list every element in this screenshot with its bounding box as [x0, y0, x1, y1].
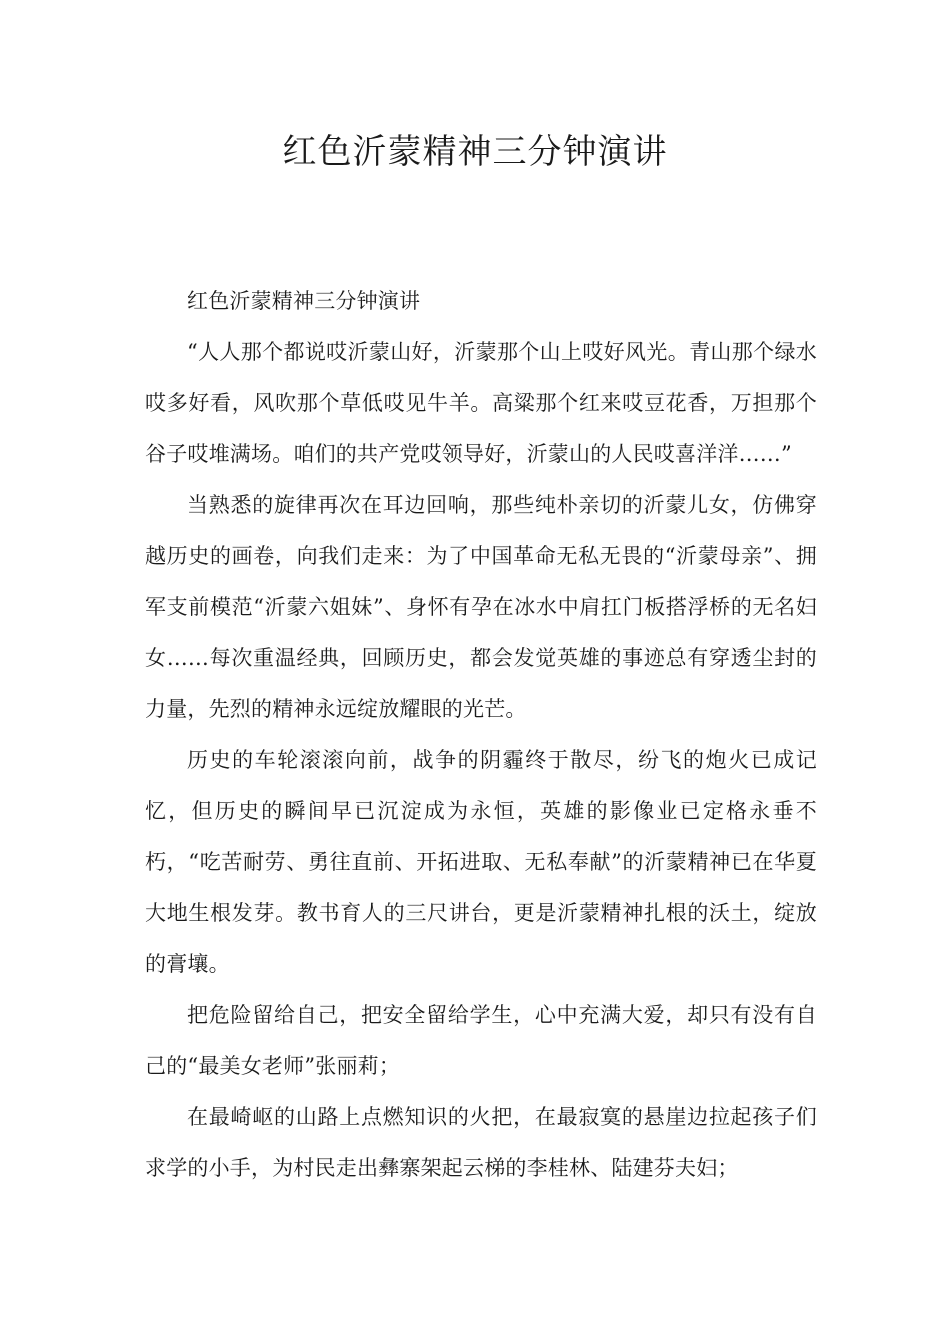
paragraph-history-wheel: 历史的车轮滚滚向前，战争的阴霾终于散尽，纷飞的炮火已成记忆，但历史的瞬间早已沉淀成为永恒，英雄的影像业已定格永垂不朽，“吃苦耐劳、勇往直前、开拓进取、无私奉献”的沂蒙精神已在华夏大地生根发芽。教书育人的三尺讲台，更是沂蒙精神扎根的沃土，绽放的膏壤。	[145, 748, 817, 976]
paragraph-melody-memories: 当熟悉的旋律再次在耳边回响，那些纯朴亲切的沂蒙儿女，仿佛穿越历史的画卷，向我们走来：为了中国革命无私无畏的“沂蒙母亲”、拥军支前模范“沂蒙六姐妹”、身怀有孕在冰水中肩扛门板搭浮桥的无名妇女……每次重温经典，回顾历史，都会发觉英雄的事迹总有穿透尘封的力量，先烈的精神永远绽放耀眼的光芒。	[145, 493, 817, 721]
paragraph-song-lyrics: “人人那个都说哎沂蒙山好，沂蒙那个山上哎好风光。青山那个绿水哎多好看，风吹那个草低哎见牛羊。高粱那个红来哎豆花香，万担那个谷子哎堆满场。咱们的共产党哎领导好，沂蒙山的人民哎喜洋洋……”	[145, 340, 817, 466]
paragraph-li-guilin: 在最崎岖的山路上点燃知识的火把，在最寂寞的悬崖边拉起孩子们求学的小手，为村民走出彝寨架起云梯的李桂林、陆建芬夫妇；	[145, 1105, 817, 1180]
document-title: 红色沂蒙精神三分钟演讲	[282, 132, 668, 172]
document-body	[145, 276, 817, 1194]
paragraph-zhang-lili: 把危险留给自己，把安全留给学生，心中充满大爱，却只有没有自己的“最美女老师”张丽莉；	[145, 1003, 817, 1078]
paragraph-heading: 红色沂蒙精神三分钟演讲	[187, 289, 421, 313]
